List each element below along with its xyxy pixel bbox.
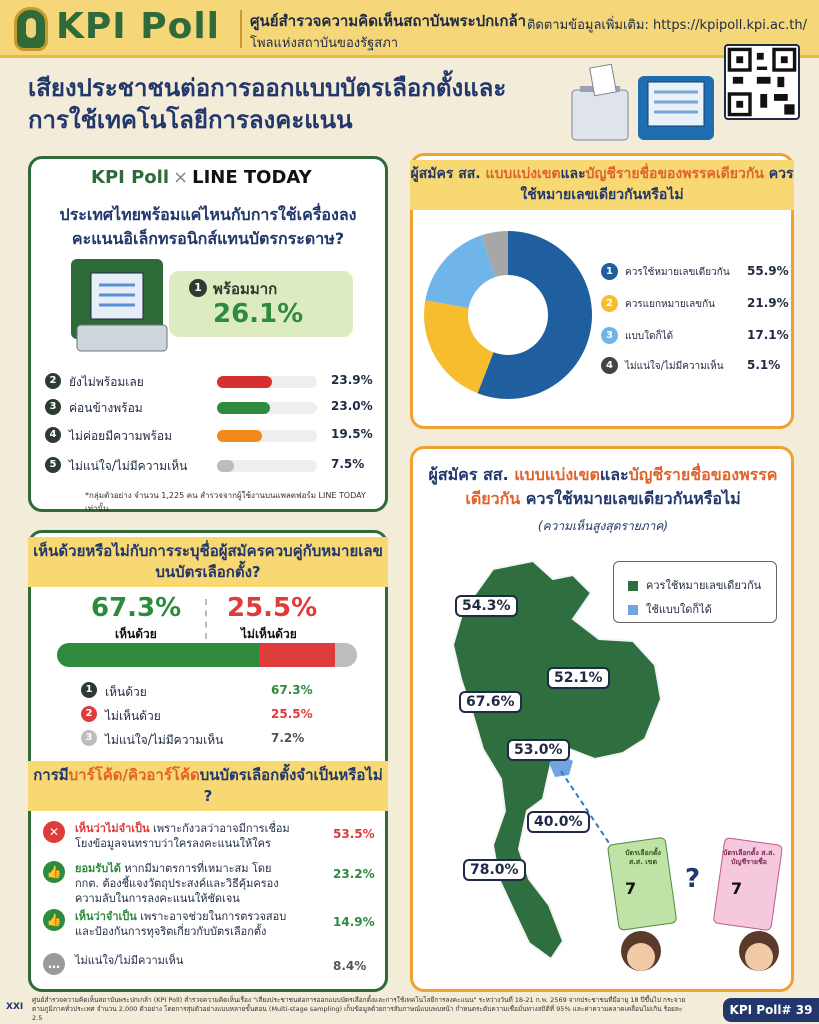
agree-row bbox=[81, 681, 321, 701]
evm-row-track bbox=[217, 376, 317, 388]
evm-row-track bbox=[217, 402, 317, 414]
footer bbox=[0, 996, 819, 1024]
barcode-row-label bbox=[75, 861, 295, 906]
barcode-row-strong: เห็นว่าจำเป็น bbox=[75, 910, 137, 923]
region-north-value: 54.3% bbox=[455, 595, 518, 617]
voting-machine-icon bbox=[71, 259, 171, 355]
region-bangkok-value: 40.0% bbox=[527, 811, 590, 833]
evm-row-bar bbox=[217, 402, 270, 414]
barcode-row-strong: เห็นว่าไม่จำเป็น bbox=[75, 822, 150, 835]
sn-q-hl1: แบบแบ่งเขต bbox=[485, 166, 561, 182]
barcode-row-value: 8.4% bbox=[333, 959, 367, 973]
same-number-row-number: 1 bbox=[601, 263, 618, 280]
region-central-value: 67.6% bbox=[459, 691, 522, 713]
same-number-row-label: ควรใช้หมายเลขเดียวกัน bbox=[625, 267, 730, 278]
panel-candidate-name bbox=[28, 530, 388, 992]
top-answer-value: 26.1% bbox=[213, 299, 304, 329]
card-left-number: 7 bbox=[625, 879, 637, 898]
agree-row-value: 25.5% bbox=[271, 707, 313, 721]
footer-tag: XXI bbox=[6, 1002, 24, 1012]
page-title-line2: การใช้เทคโนโลยีการลงคะแนน bbox=[28, 106, 353, 134]
brand-kpi: KPI Poll bbox=[91, 167, 170, 188]
agree-row-value: 7.2% bbox=[271, 731, 305, 745]
card-right-label: บัตรเลือกตั้ง ส.ส. บัญชีรายชื่อ bbox=[722, 849, 776, 866]
legend-same-number-text: ควรใช้หมายเลขเดียวกัน bbox=[646, 579, 762, 592]
page-title bbox=[28, 72, 506, 136]
donut-slice bbox=[425, 235, 495, 308]
rg-q-hl2: บัญชีรายชื่อของพรรคเดียวกัน bbox=[465, 465, 778, 508]
sn-q-post: ควรใช้หมายเลขเดียวกันหรือไม่ bbox=[520, 166, 794, 203]
qr-code[interactable] bbox=[724, 44, 800, 120]
agree-divider bbox=[205, 599, 207, 639]
agree-row-number: 2 bbox=[81, 706, 97, 722]
barcode-q-highlight: บาร์โค้ด/คิวอาร์โค้ด bbox=[68, 766, 200, 784]
top-answer-label: พร้อมมาก bbox=[213, 280, 278, 298]
sn-q-pre: ผู้สมัคร สส. bbox=[410, 166, 486, 182]
evm-row-bar bbox=[217, 430, 262, 442]
evm-row-number: 4 bbox=[45, 427, 61, 443]
region-northeast-value: 52.1% bbox=[547, 667, 610, 689]
evm-row-value: 23.9% bbox=[331, 373, 373, 387]
same-number-row-number: 3 bbox=[601, 327, 618, 344]
evm-row-label: ไม่แน่ใจ/ไม่มีความเห็น bbox=[69, 459, 188, 473]
evm-row-track bbox=[217, 460, 317, 472]
barcode-row-value: 53.5% bbox=[333, 827, 375, 841]
sn-q-mid: และ bbox=[560, 166, 586, 182]
footer-methodology: ศูนย์สำรวจความคิดเห็นสถาบันพระปกเกล้า (KPI Poll) สำรวจความคิดเห็นเรื่อง "เสียงประชาชนต่อการออกแบบบัตรเลือกตั้งและการใช้เทคโนโลยีการลงคะแนน" ระหว่างวันที่ 18-21 ก.พ. 2569 จากประชาชนที่มีอายุ 18 ปีขึ้นไป กระจายตามภูมิภาคทั่วประเทศ จำนวน 2,000 ตัวอย่าง โดยการสุ่มตัวอย่างแบบหลายขั้นตอน (Multi-stage sampling) เก็บข้อมูลด้วยการสัมภาษณ์แบบพบหน้า กำหนดระดับความเชื่อมั่นทางสถิติที่ 95% และค่าความคลาดเคลื่อนไม่เกิน ร้อยละ 2.5 bbox=[32, 996, 686, 1022]
agree-row bbox=[81, 729, 321, 749]
comment-icon: … bbox=[43, 953, 65, 975]
agree-percentage: 67.3% bbox=[91, 593, 182, 623]
evm-row-bar bbox=[217, 376, 272, 388]
top-answer-box bbox=[169, 271, 353, 337]
kpi-seal-icon bbox=[14, 7, 48, 51]
panel-brand bbox=[91, 167, 312, 188]
rg-q-post: ควรใช้หมายเลขเดียวกันหรือไม่ bbox=[520, 489, 741, 508]
same-number-row-number: 2 bbox=[601, 295, 618, 312]
agree-stacked-bar bbox=[57, 643, 357, 667]
regional-subtitle: (ความเห็นสูงสุดรายภาค) bbox=[537, 519, 669, 533]
candidate-name-question: เห็นด้วยหรือไม่กับการระบุชื่อผู้สมัครควบคู่กับหมายเลขบนบัตรเลือกตั้ง? bbox=[28, 537, 388, 587]
barcode-row-label bbox=[75, 953, 295, 968]
same-number-row-value: 17.1% bbox=[747, 328, 789, 342]
agree-row-label: ไม่เห็นด้วย bbox=[105, 709, 161, 723]
rg-q-pre: ผู้สมัคร สส. bbox=[428, 465, 515, 484]
evm-row bbox=[45, 425, 375, 447]
agree-label: เห็นด้วย bbox=[115, 627, 157, 641]
same-number-row bbox=[601, 326, 791, 346]
evm-row-track bbox=[217, 430, 317, 442]
agree-row-label: ไม่แน่ใจ/ไม่มีความเห็น bbox=[105, 733, 224, 747]
card-left-label: บัตรเลือกตั้ง ส.ส. เขต bbox=[625, 849, 661, 866]
agree-row-number: 3 bbox=[81, 730, 97, 746]
same-number-row-value: 5.1% bbox=[747, 358, 781, 372]
agree-row-number: 1 bbox=[81, 682, 97, 698]
ballot-box-illustration bbox=[568, 62, 718, 144]
evm-row-label: ยังไม่พร้อมเลย bbox=[69, 375, 144, 389]
kpi-poll-logo: KPI Poll bbox=[56, 6, 221, 47]
header-divider bbox=[240, 10, 242, 48]
barcode-row-label bbox=[75, 821, 295, 851]
barcode-row-value: 14.9% bbox=[333, 915, 375, 929]
stack-segment bbox=[335, 643, 357, 667]
same-number-donut bbox=[419, 226, 597, 404]
rg-q-mid: และ bbox=[599, 465, 629, 484]
agree-row bbox=[81, 705, 321, 725]
stack-segment bbox=[259, 643, 336, 667]
evm-row-value: 19.5% bbox=[331, 427, 373, 441]
same-number-question bbox=[410, 160, 794, 210]
barcode-row-text: ไม่แน่ใจ/ไม่มีความเห็น bbox=[75, 954, 184, 967]
barcode-row-text: หากมีมาตรการที่เหมาะสม โดย กกต. ต้องชี้แจงวัตถุประสงค์และวิธีคุ้มครองความลับในการลงคะแนนให้ชัดเจน bbox=[75, 862, 279, 905]
evm-row-number: 3 bbox=[45, 399, 61, 415]
legend-either-text: ใช้แบบใดก็ได้ bbox=[646, 603, 712, 616]
org-name: ศูนย์สำรวจความคิดเห็นสถาบันพระปกเกล้า bbox=[250, 12, 527, 30]
x-circle-icon: ✕ bbox=[43, 821, 65, 843]
region-east-value: 53.0% bbox=[507, 739, 570, 761]
thumbs-up-icon: 👍 bbox=[43, 861, 65, 883]
brand-line-today: LINE TODAY bbox=[192, 167, 312, 188]
evm-row-number: 2 bbox=[45, 373, 61, 389]
legend-either bbox=[628, 600, 712, 618]
evm-row-value: 7.5% bbox=[331, 457, 365, 471]
barcode-q-pre: การมี bbox=[33, 766, 69, 784]
evm-row-label: ไม่ค่อยมีความพร้อม bbox=[69, 429, 173, 443]
brand-times: × bbox=[173, 167, 189, 188]
header bbox=[0, 0, 819, 58]
map-legend bbox=[613, 561, 777, 623]
barcode-row-strong: ยอมรับได้ bbox=[75, 862, 121, 875]
sample-note: *กลุ่มตัวอย่าง จำนวน 1,225 คน สำรวจจากผู้ใช้งานบนแพลตฟอร์ม LINE TODAY เท่านั้น bbox=[85, 491, 366, 513]
sn-q-hl2: บัญชีรายชื่อของพรรคเดียวกัน bbox=[585, 166, 764, 182]
barcode-row-text: เพราะกังวลว่าอาจมีการเชื่อมโยงข้อมูลจนทราบว่าใครลงคะแนนให้ใคร bbox=[75, 822, 290, 850]
agree-row-label: เห็นด้วย bbox=[105, 685, 147, 699]
disagree-label: ไม่เห็นด้วย bbox=[241, 627, 297, 641]
same-number-row-number: 4 bbox=[601, 357, 618, 374]
same-number-row bbox=[601, 294, 791, 314]
card-right-number: 7 bbox=[731, 879, 743, 898]
thumbs-up-icon: 👍 bbox=[43, 909, 65, 931]
barcode-question bbox=[28, 761, 388, 811]
top-answer-number: 1 bbox=[189, 279, 207, 297]
barcode-row-text: เพราะอาจช่วยในการตรวจสอบและป้องกันการทุจริตเกี่ยวกับบัตรเลือกตั้ง bbox=[75, 910, 287, 938]
follow-link[interactable]: ติดตามข้อมูลเพิ่มเติม: https://kpipoll.kpi.ac.th/ bbox=[526, 18, 807, 33]
evm-row bbox=[45, 397, 375, 419]
evm-question: ประเทศไทยพร้อมแค่ไหนกับการใช้เครื่องลงคะแนนอิเล็กทรอนิกส์แทนบัตรกระดาษ? bbox=[59, 205, 357, 248]
disagree-percentage: 25.5% bbox=[227, 593, 318, 623]
same-number-row bbox=[601, 356, 791, 376]
stack-segment bbox=[57, 643, 259, 667]
evm-row-bar bbox=[217, 460, 234, 472]
barcode-row-value: 23.2% bbox=[333, 867, 375, 881]
same-number-row bbox=[601, 262, 791, 282]
panel-regional-map bbox=[410, 446, 794, 992]
panel-same-number bbox=[410, 153, 794, 429]
same-number-row-label: ไม่แน่ใจ/ไม่มีความเห็น bbox=[625, 361, 724, 372]
panel-evm-readiness bbox=[28, 156, 388, 512]
page-title-line1: เสียงประชาชนต่อการออกแบบบัตรเลือกตั้งและ bbox=[28, 74, 507, 102]
poll-number-badge: KPI Poll# 39 bbox=[723, 998, 819, 1022]
region-south-value: 78.0% bbox=[463, 859, 526, 881]
org-tagline: โพลแห่งสถาบันของรัฐสภา bbox=[250, 36, 399, 51]
legend-same-number bbox=[628, 576, 761, 594]
evm-row-number: 5 bbox=[45, 457, 61, 473]
barcode-row-label bbox=[75, 909, 295, 939]
same-number-row-value: 21.9% bbox=[747, 296, 789, 310]
rg-q-hl1: แบบแบ่งเขต bbox=[514, 465, 600, 484]
evm-row-value: 23.0% bbox=[331, 399, 373, 413]
evm-row bbox=[45, 371, 375, 393]
evm-row bbox=[45, 455, 375, 477]
same-number-row-label: แบบใดก็ได้ bbox=[625, 331, 674, 342]
agree-row-value: 67.3% bbox=[271, 683, 313, 697]
evm-row-label: ค่อนข้างพร้อม bbox=[69, 401, 143, 415]
regional-question bbox=[423, 463, 783, 511]
svg-text:?: ? bbox=[685, 864, 701, 894]
same-number-row-value: 55.9% bbox=[747, 264, 789, 278]
barcode-q-post: บนบัตรเลือกตั้งจำเป็นหรือไม่ ? bbox=[199, 766, 383, 805]
same-number-row-label: ควรแยกหมายเลขกัน bbox=[625, 299, 715, 310]
